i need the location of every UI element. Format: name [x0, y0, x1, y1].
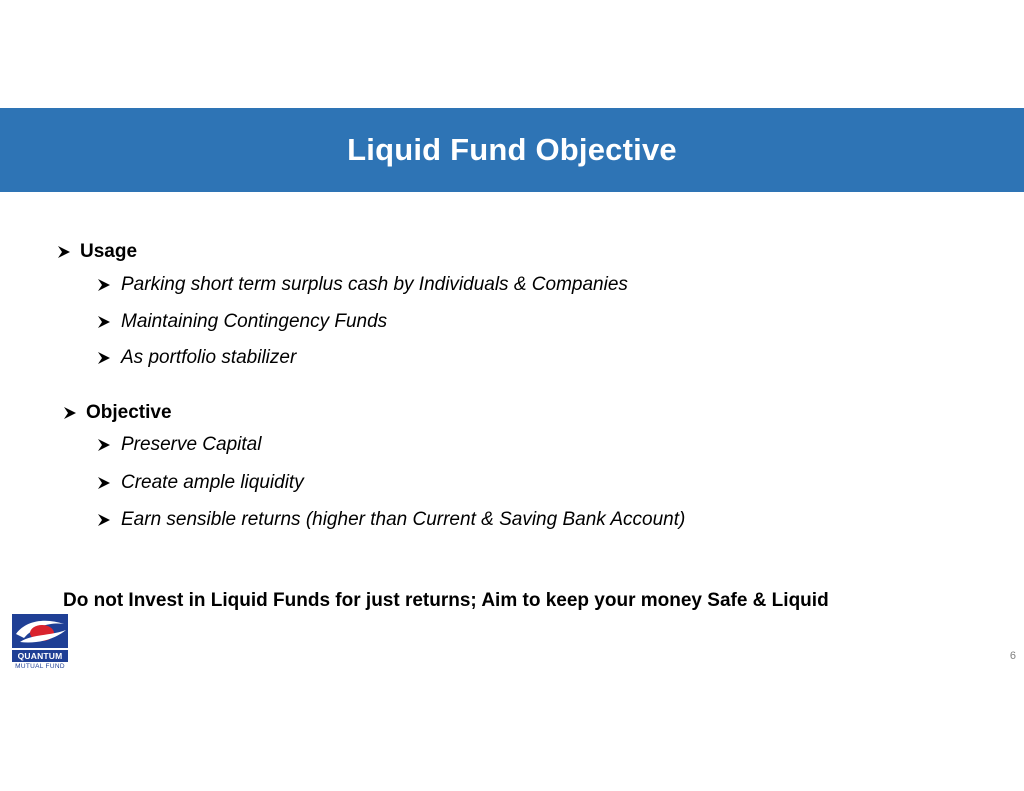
list-item [96, 509, 685, 531]
list-item [96, 472, 304, 494]
title-band [0, 108, 1024, 192]
logo-emblem-icon [12, 614, 68, 648]
arrowhead-bullet-icon [56, 244, 72, 260]
logo-subtitle: MUTUAL FUND [15, 663, 65, 670]
list-item-text: Parking short term surplus cash by Individuals & Companies [121, 274, 628, 295]
takeaway-statement: Do not Invest in Liquid Funds for just returns; Aim to keep your money Safe & Liquid [63, 590, 829, 611]
arrowhead-bullet-icon [96, 277, 112, 293]
section-heading: Usage [80, 241, 138, 262]
logo-name: QUANTUM [12, 650, 68, 662]
arrowhead-bullet-icon [96, 314, 112, 330]
section-objective [62, 402, 172, 424]
list-item [96, 274, 628, 296]
list-item [96, 434, 261, 456]
section-heading: Objective [86, 402, 172, 423]
list-item-text: Preserve Capital [121, 434, 262, 455]
list-item-text: Maintaining Contingency Funds [121, 311, 388, 332]
quantum-logo [10, 614, 70, 672]
list-item [96, 311, 387, 333]
arrowhead-bullet-icon [96, 512, 112, 528]
arrowhead-bullet-icon [96, 437, 112, 453]
arrowhead-bullet-icon [96, 350, 112, 366]
list-item-text: Create ample liquidity [121, 472, 304, 493]
arrowhead-bullet-icon [62, 405, 78, 421]
page-number: 6 [1009, 650, 1016, 662]
slide-title: Liquid Fund Objective [347, 132, 677, 167]
arrowhead-bullet-icon [96, 475, 112, 491]
section-usage [56, 241, 137, 263]
list-item-text: Earn sensible returns (higher than Current & Saving Bank Account) [121, 509, 686, 530]
list-item-text: As portfolio stabilizer [121, 347, 297, 368]
list-item [96, 347, 296, 369]
